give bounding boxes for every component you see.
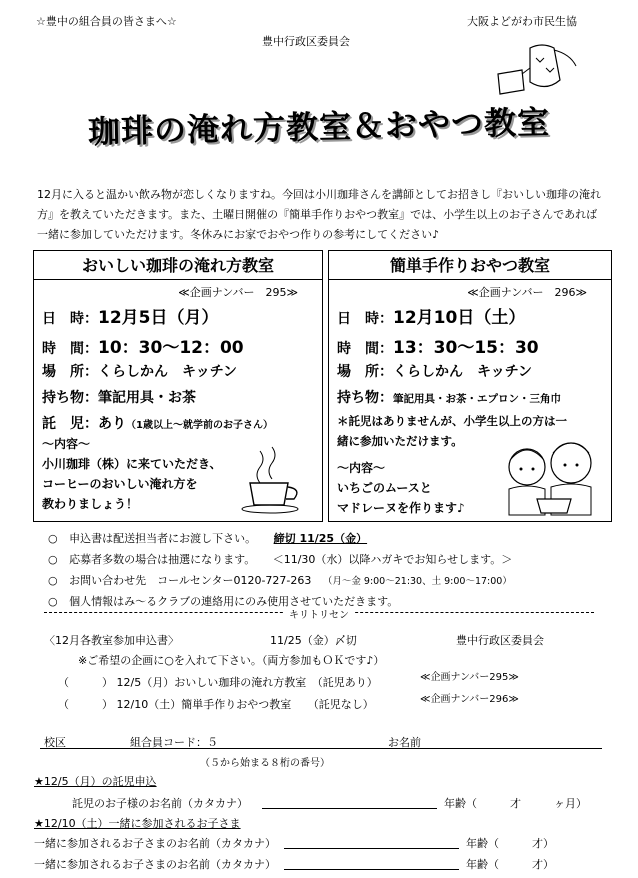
coffee-date-label: 日 時： (42, 311, 98, 327)
child-name-label-2: 一緒に参加されるお子さまのお名前（カタカナ） (34, 858, 276, 871)
coffee-cup-illustration (240, 443, 316, 515)
organization-name: 大阪よどがわ市民生協 (467, 15, 577, 28)
coffee-time: 10：30～12：00 (98, 338, 244, 358)
snack-class-title: 簡単手作りおやつ教室 (329, 253, 611, 280)
childcare-name-field[interactable] (262, 808, 437, 809)
bullet: ○ (48, 553, 58, 566)
snack-time: 13：30～15：30 (393, 338, 539, 358)
snack-place: くらしかん キッチン (393, 364, 533, 380)
note-extra: （月～金 9:00～21:30、土 9:00～17:00） (322, 576, 512, 587)
child-name-label-1: 一緒に参加されるお子さまのお名前（カタカナ） (34, 837, 276, 850)
coffee-place-label: 場 所： (42, 364, 98, 380)
child-name-field-1[interactable] (284, 848, 459, 849)
option2-checkbox[interactable]: （ ） (58, 698, 113, 711)
bullet: ○ (48, 574, 58, 587)
snack-content-label: ～内容～ (337, 461, 386, 475)
bullet: ○ (48, 532, 58, 545)
option2-plan: ≪企画ナンバー296≫ (420, 694, 519, 705)
coffee-place: くらしかん キッチン (98, 364, 238, 380)
note-item (48, 572, 512, 588)
form-deadline: 11/25（金）〆切 (270, 634, 357, 647)
coffee-content-2: コーヒーのおいしい淹れ方を (42, 477, 198, 491)
coffee-childcare-label: 託 児： (42, 416, 98, 432)
child-age-field-1[interactable]: 年齢（ 才） (466, 837, 554, 850)
coffee-class-box (33, 250, 323, 522)
snack-time-label: 時 間： (337, 341, 393, 357)
coffee-childcare: あり (98, 416, 126, 432)
note-deadline: 締切 11/25（金） (273, 532, 368, 545)
snack-items-label: 持ち物： (337, 390, 393, 406)
member-code-label: 組合員コード：５ (130, 736, 218, 749)
coffee-childcare-note: （1歳以上～就学前のお子さん） (126, 420, 273, 431)
form-committee: 豊中行政区委員会 (456, 634, 544, 647)
cut-label-wrap (0, 606, 638, 621)
childcare-name-label: 託児のお子様のお名前（カタカナ） (72, 797, 248, 810)
coffee-date: 12月5日（月） (98, 308, 219, 328)
option1-label: 12/5（月）おいしい珈琲の淹れ方教室 （託児あり） (116, 676, 378, 689)
page-title: 珈琲の淹れ方教室＆おやつ教室 (87, 103, 551, 151)
coffee-items-label: 持ち物： (42, 390, 98, 406)
member-info-field[interactable] (40, 748, 602, 749)
snack-date: 12月10日（土） (393, 308, 526, 328)
coffee-content-1: 小川珈琲（株）に来ていただき、 (42, 457, 222, 471)
snack-note-2: 緒に参加いただけます。 (337, 434, 463, 448)
option2-label: 12/10（土）簡単手作りおやつ教室 （託児なし） (116, 698, 374, 711)
coffee-items: 筆記用具・お茶 (98, 390, 196, 406)
bullet: ○ (48, 595, 58, 608)
snack-content-2: マドレーヌを作ります♪ (337, 501, 465, 515)
cut-label: キリトリセン (283, 610, 355, 621)
note-text: 応募者多数の場合は抽選になります。 (69, 553, 256, 566)
coffee-time-label: 時 間： (42, 341, 98, 357)
childcare-age-field[interactable]: 年齢（ 才 ヶ月） (444, 797, 587, 810)
snack-plan-number: ≪企画ナンバー 296≫ (467, 286, 587, 299)
child-section-title: ★12/10（土）一緒に参加されるお子さま (34, 817, 241, 830)
coffee-content-label: ～内容～ (42, 437, 91, 451)
child-name-field-2[interactable] (284, 869, 459, 870)
name-label: お名前 (388, 736, 421, 749)
snack-items: 筆記用具・お茶・エプロン・三角巾 (393, 393, 561, 405)
note-text: 個人情報はみ～るクラブの連絡用にのみ使用させていただきます。 (69, 595, 399, 608)
snack-content-1: いちごのムースと (337, 481, 432, 495)
note-text: お問い合わせ先 コールセンター0120-727-263 (69, 574, 312, 587)
snack-place-label: 場 所： (337, 364, 393, 380)
apron-illustration (490, 40, 580, 100)
coffee-plan-number: ≪企画ナンバー 295≫ (178, 286, 298, 299)
childcare-section-title: ★12/5（月）の託児申込 (34, 775, 157, 788)
note-item (48, 551, 512, 567)
cooking-children-illustration (493, 437, 605, 519)
school-district-label: 校区 (44, 736, 66, 749)
form-instruction: ※ご希望の企画に○を入れて下さい。（両方参加もＯＫです♪） (78, 654, 385, 667)
child-age-field-2[interactable]: 年齢（ 才） (466, 858, 554, 871)
note-text: 申込書は配送担当者にお渡し下さい。 (69, 532, 257, 545)
greeting: ☆豊中の組合員の皆さまへ☆ (36, 15, 177, 28)
option1-plan: ≪企画ナンバー295≫ (420, 672, 519, 683)
member-code-note: （５から始まる８桁の番号） (200, 758, 330, 769)
committee-name: 豊中行政区委員会 (262, 35, 350, 48)
note-extra: ＜11/30（水）以降ハガキでお知らせします。＞ (272, 553, 513, 566)
snack-class-box (328, 250, 612, 522)
snack-note-1: ＊託児はありませんが、小学生以上の方は一 (337, 414, 567, 428)
option1-checkbox[interactable]: （ ） (58, 676, 113, 689)
snack-date-label: 日 時： (337, 311, 393, 327)
form-title: 〈12月各教室参加申込書〉 (44, 634, 179, 647)
coffee-content-3: 教わりましょう！ (42, 497, 139, 511)
note-item (48, 530, 367, 546)
coffee-class-title: おいしい珈琲の淹れ方教室 (34, 253, 322, 280)
intro-text: 12月に入ると温かい飲み物が恋しくなりますね。今回は小川珈琲さんを講師としてお招きし『おいしい珈琲の淹れ方』を教えていただきます。また、土曜日開催の『簡単手作りおやつ教室』では、小学生以上のお子さんであれば一緒に参加していただけます。冬休みにお家でおやつ作りの参考にしてください♪ (37, 188, 601, 241)
